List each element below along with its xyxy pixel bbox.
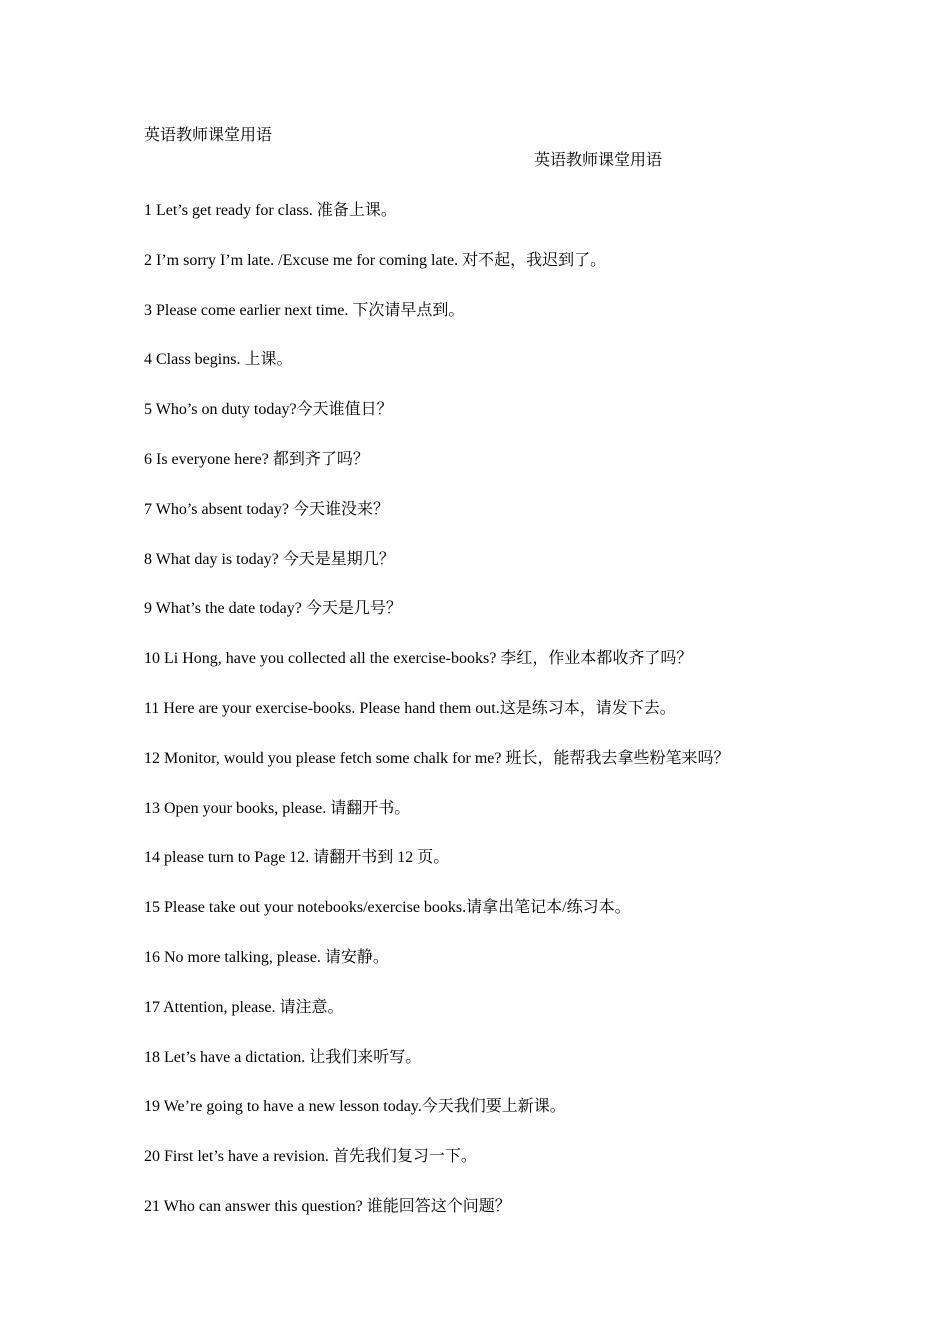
phrase-item: 11 Here are your exercise-books. Please hand them out.这是练习本，请发下去。 bbox=[144, 699, 676, 717]
phrase-list bbox=[144, 201, 730, 1247]
phrase-item: 2 I’m sorry I’m late. /Excuse me for coming late. 对不起，我迟到了。 bbox=[144, 251, 607, 269]
phrase-item: 16 No more talking, please. 请安静。 bbox=[144, 948, 389, 966]
phrase-item: 8 What day is today? 今天是星期几？ bbox=[144, 550, 395, 568]
phrase-item: 7 Who’s absent today? 今天谁没来？ bbox=[144, 500, 390, 518]
phrase-item: 12 Monitor, would you please fetch some chalk for me? 班长，能帮我去拿些粉笔来吗？ bbox=[144, 749, 730, 767]
phrase-item: 3 Please come earlier next time. 下次请早点到。 bbox=[144, 301, 465, 319]
phrase-item: 4 Class begins. 上课。 bbox=[144, 351, 293, 369]
phrase-item: 17 Attention, please. 请注意。 bbox=[144, 998, 344, 1016]
phrase-item: 13 Open your books, please. 请翻开书。 bbox=[144, 799, 411, 817]
phrase-item: 10 Li Hong, have you collected all the exercise-books? 李红，作业本都收齐了吗？ bbox=[144, 650, 693, 668]
phrase-item: 20 First let’s have a revision. 首先我们复习一下。 bbox=[144, 1148, 477, 1166]
page-title: 英语教师课堂用语 bbox=[534, 152, 663, 169]
phrase-item: 19 We’re going to have a new lesson today.今天我们要上新课。 bbox=[144, 1098, 566, 1116]
phrase-item: 21 Who can answer this question? 谁能回答这个问题？ bbox=[144, 1197, 511, 1215]
phrase-item: 6 Is everyone here? 都到齐了吗？ bbox=[144, 450, 369, 468]
header-title: 英语教师课堂用语 bbox=[144, 127, 273, 144]
phrase-item: 9 What’s the date today? 今天是几号？ bbox=[144, 600, 402, 618]
phrase-item: 18 Let’s have a dictation. 让我们来听写。 bbox=[144, 1048, 422, 1066]
phrase-item: 1 Let’s get ready for class. 准备上课。 bbox=[144, 202, 397, 219]
phrase-item: 15 Please take out your notebooks/exercise books.请拿出笔记本/练习本。 bbox=[144, 899, 631, 917]
phrase-item: 5 Who’s on duty today?今天谁值日？ bbox=[144, 401, 393, 419]
phrase-item: 14 please turn to Page 12. 请翻开书到 12 页。 bbox=[144, 849, 450, 867]
